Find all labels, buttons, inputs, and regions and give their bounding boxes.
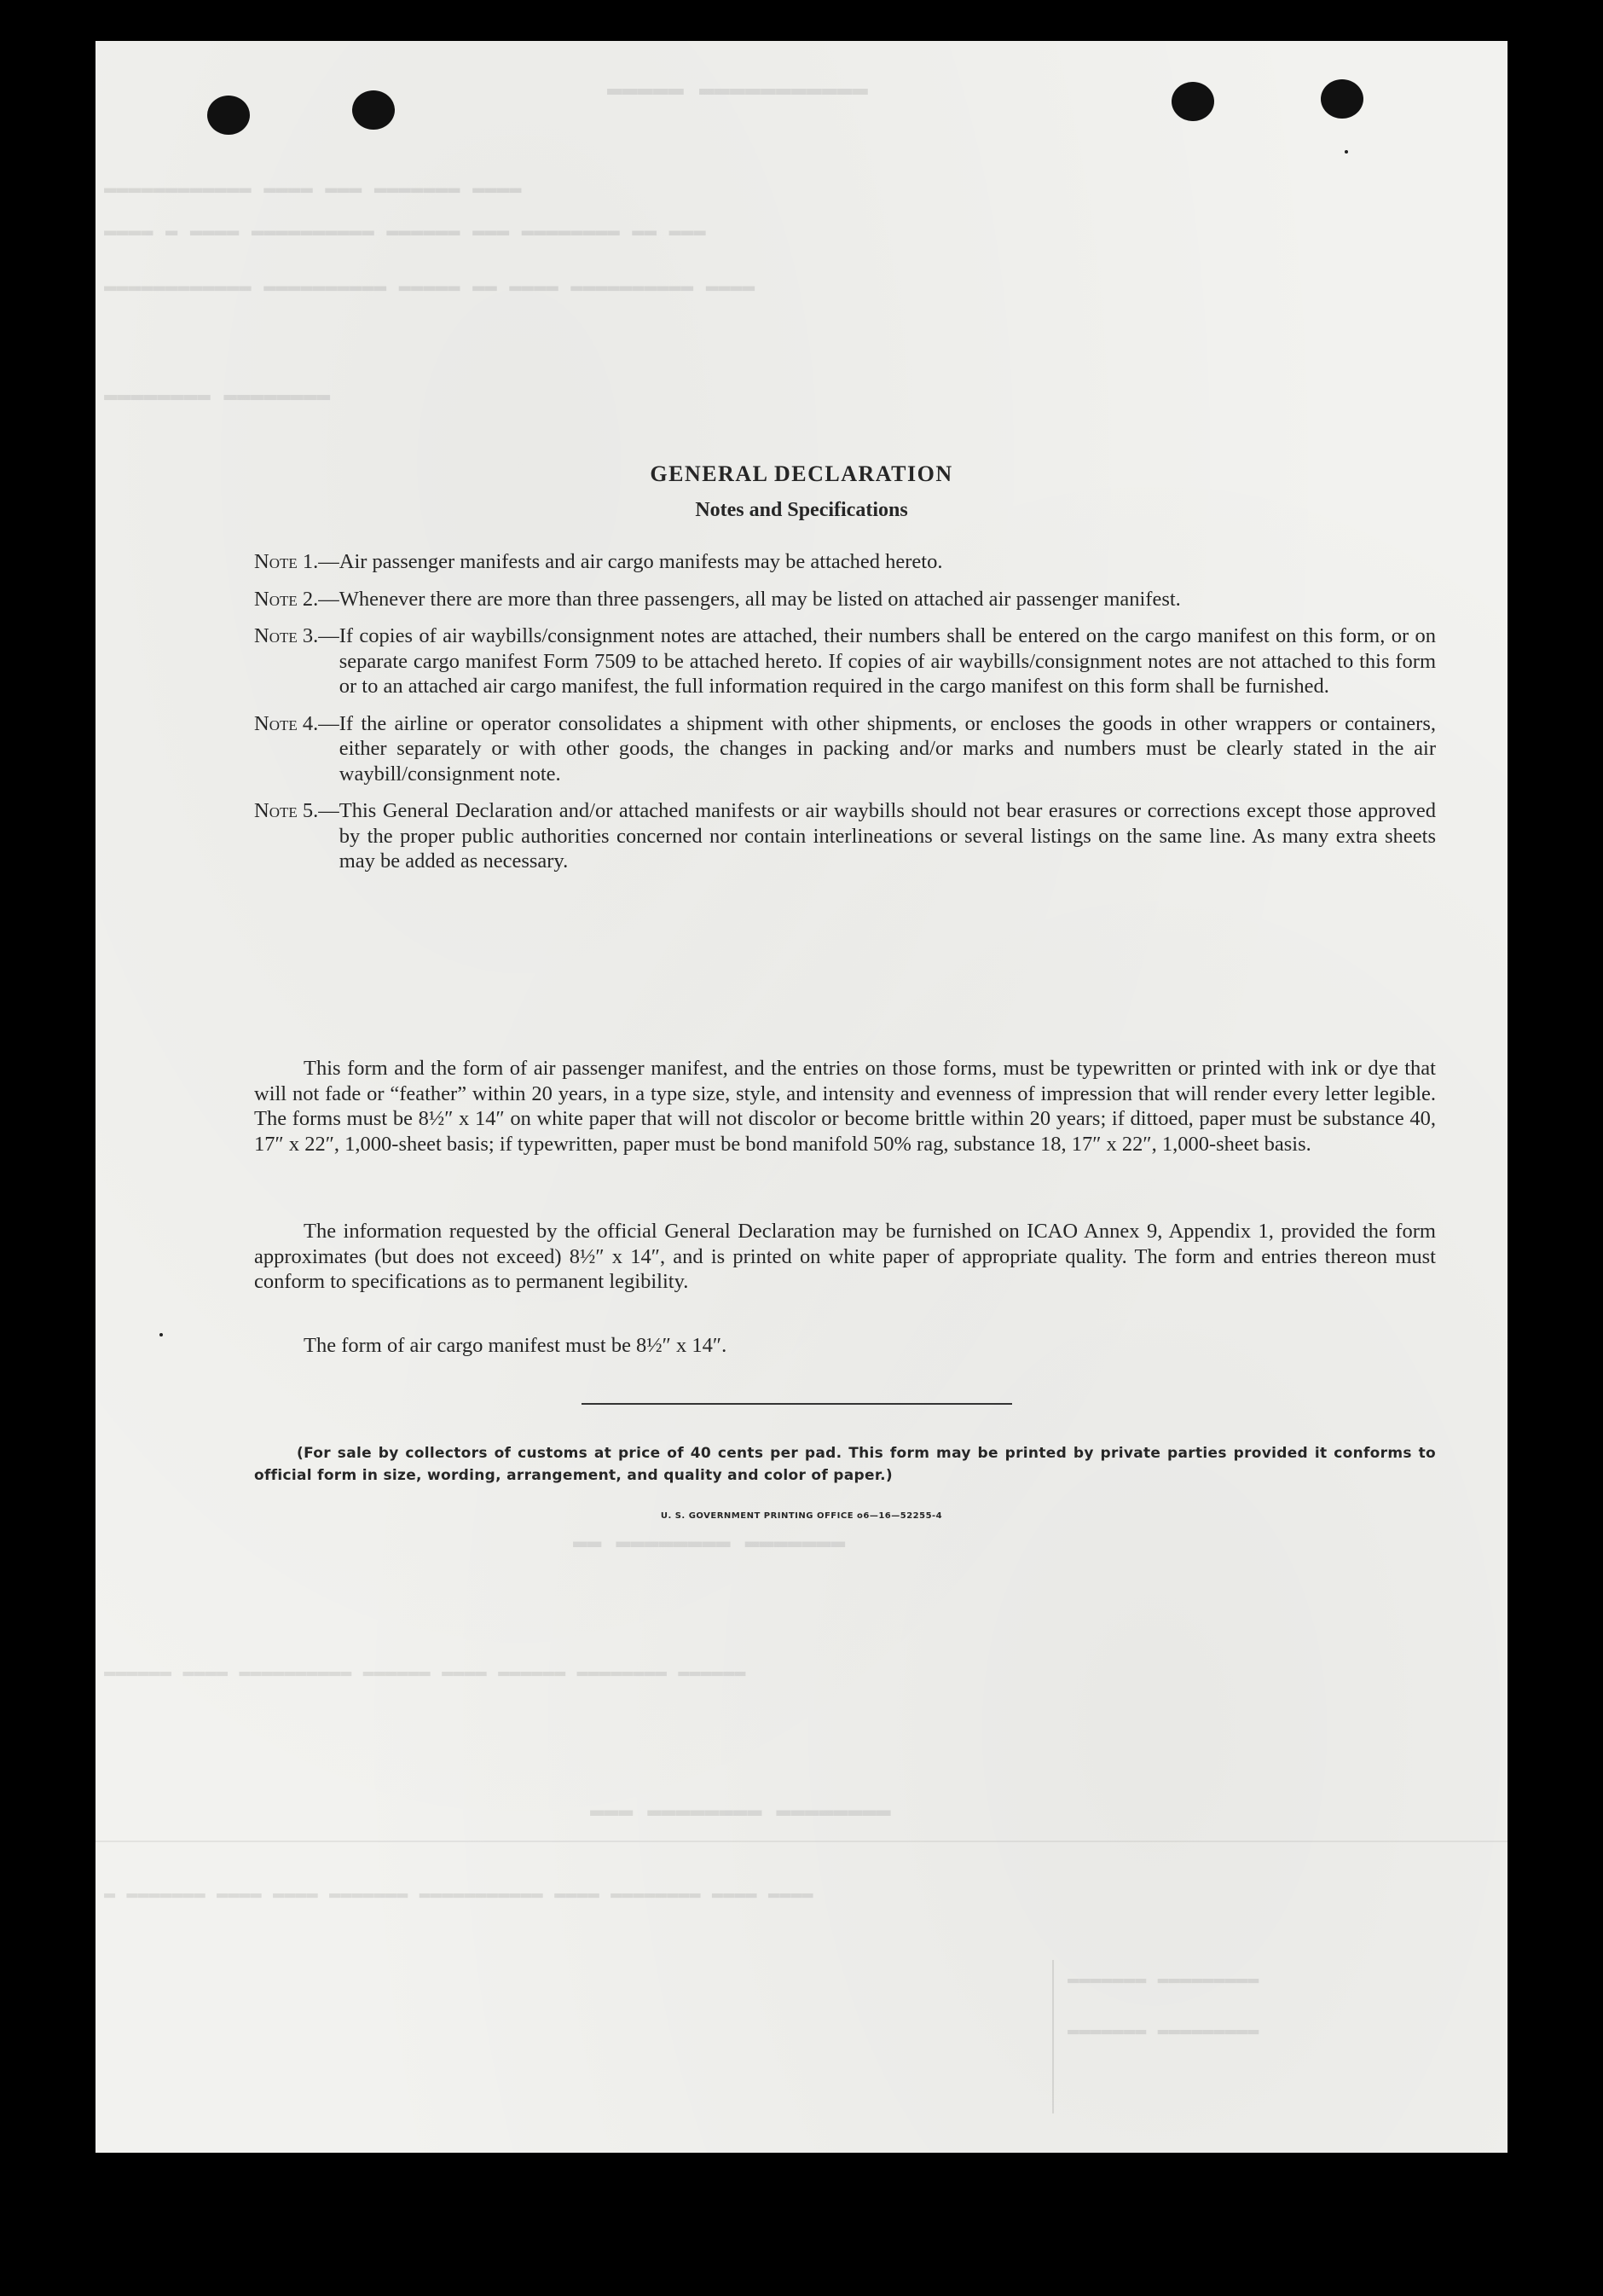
printer-line: U. S. GOVERNMENT PRINTING OFFICE o6—16—52255-4	[660, 1511, 943, 1521]
note-item	[254, 587, 1436, 612]
icao-paragraph: The information requested by the official General Declaration may be furnished on ICAO Annex 9, Appendix 1, provided the form approximates (but does not exceed) 8½″ x 14″, and is printed on white paper of appropriate quality. The form and entries thereon must conform to specifications as to permanent legibility.	[254, 1220, 1436, 1293]
document-page	[95, 41, 1508, 2153]
page-title: GENERAL DECLARATION	[650, 461, 953, 486]
note-label: Note 1.	[254, 550, 319, 573]
show-through-text: ▬ ▬▬▬▬▬▬▬ ▬▬▬▬ ▬▬▬▬ ▬▬▬▬▬▬▬ ▬▬▬▬▬▬▬▬▬▬▬ ▬▬▬▬ ▬▬▬▬▬▬▬▬ ▬▬▬▬ ▬▬▬▬	[104, 1883, 813, 1905]
punch-hole	[207, 96, 250, 135]
note-dash: —	[318, 799, 339, 822]
punch-hole	[352, 90, 395, 130]
note-item	[254, 623, 1436, 699]
cargo-manifest-paragraph: The form of air cargo manifest must be 8½″ x 14″.	[304, 1334, 727, 1357]
show-through-text: ▬▬▬▬▬▬▬▬ ▬▬▬▬▬▬▬▬	[104, 382, 331, 408]
show-through-line	[1052, 1960, 1054, 2113]
note-dash: —	[318, 550, 339, 573]
show-through-text: ▬▬▬▬▬▬▬ ▬▬▬▬▬▬▬▬▬	[1068, 1968, 1259, 1990]
speck	[159, 1333, 163, 1336]
note-label: Note 3.	[254, 624, 319, 647]
paper-requirements-paragraph: This form and the form of air passenger manifest, and the entries on those forms, must be typewritten or printed with ink or dye that will not fade or “feather” within 20 years, in a type size, style, and intensity and evenness of impression that will render every letter legible. The forms must be 8½″ x 14″ on white paper that will not discolor or become brittle within 20 years; if dittoed, paper must be substance 40, 17″ x 22″, 1,000-sheet basis; if typewritten, paper must be bond manifold 50% rag, substance 18, 17″ x 22″, 1,000-sheet basis.	[254, 1057, 1436, 1156]
sale-notice: (For sale by collectors of customs at price of 40 cents per pad. This form may be printed by private parties provided it conforms to official form in size, wording, arrangement, and quality and color of paper.)	[254, 1445, 1436, 1484]
show-through-text: ▬▬▬▬▬▬▬ ▬▬▬▬▬▬▬▬▬	[1068, 2020, 1259, 2041]
speck	[1345, 150, 1348, 154]
note-text: Air passenger manifests and air cargo manifests may be attached hereto.	[339, 550, 943, 573]
note-label: Note 5.	[254, 799, 319, 822]
divider-rule	[582, 1403, 1012, 1405]
note-item	[254, 549, 1436, 575]
notes-list	[254, 549, 1436, 886]
show-through-text: ▬▬▬▬▬▬▬▬▬▬▬▬ ▬▬▬▬ ▬▬▬ ▬▬▬▬▬▬▬ ▬▬▬▬	[104, 177, 522, 200]
note-label: Note 4.	[254, 711, 319, 735]
note-text: If the airline or operator consolidates a shipment with other shipments, or encloses the goods in other wrappers or containers, either separately or with other goods, the changes in packing and/or marks and numbers must be clearly stated in the air waybill/consignment note.	[339, 711, 1436, 786]
show-through-text: ▬▬▬▬▬▬ ▬▬▬▬ ▬▬▬▬▬▬▬▬▬▬ ▬▬▬▬▬▬ ▬▬▬▬ ▬▬▬▬▬▬ ▬▬▬▬▬▬▬▬ ▬▬▬▬▬▬	[104, 1661, 746, 1683]
show-through-text: ▬▬▬▬ ▬ ▬▬▬▬ ▬▬▬▬▬▬▬▬▬▬ ▬▬▬▬▬▬ ▬▬▬ ▬▬▬▬▬▬▬▬ ▬▬ ▬▬▬	[104, 220, 706, 243]
show-through-text: ▬▬▬▬▬▬▬▬▬▬▬▬ ▬▬▬▬▬▬▬▬▬▬ ▬▬▬▬▬ ▬▬ ▬▬▬▬ ▬▬▬▬▬▬▬▬▬▬ ▬▬▬▬	[104, 275, 755, 299]
note-dash: —	[318, 711, 339, 735]
show-through-text: ▬▬▬▬▬ ▬▬▬▬▬▬▬▬▬▬▬	[607, 75, 869, 104]
note-item	[254, 711, 1436, 787]
show-through-line	[95, 1841, 1508, 1842]
page-subtitle: Notes and Specifications	[695, 499, 908, 521]
note-label: Note 2.	[254, 587, 319, 611]
punch-hole	[1321, 79, 1363, 119]
note-dash: —	[318, 587, 339, 611]
note-text: If copies of air waybills/consignment notes are attached, their numbers shall be entered on the cargo manifest on this form, or on separate cargo manifest Form 7509 to be attached hereto. If copies of air waybills/consignment notes are not attached to this form or to an attached air cargo manifest, the full information required in the cargo manifest on this form shall be furnished.	[339, 624, 1436, 698]
show-through-text: ▬▬ ▬▬▬▬▬▬▬▬ ▬▬▬▬▬▬▬	[573, 1529, 846, 1556]
note-item	[254, 798, 1436, 874]
note-dash: —	[318, 624, 339, 647]
note-text: This General Declaration and/or attached manifests or air waybills should not bear erasures or corrections except those approved by the proper public authorities concerned nor contain interlineations or several listings on the same line. As many extra sheets may be added as necessary.	[339, 799, 1436, 873]
note-text: Whenever there are more than three passengers, all may be listed on attached air passenger manifest.	[339, 587, 1181, 611]
show-through-text: ▬▬▬ ▬▬▬▬▬▬▬▬ ▬▬▬▬▬▬▬▬	[590, 1798, 891, 1824]
punch-hole	[1172, 82, 1214, 121]
